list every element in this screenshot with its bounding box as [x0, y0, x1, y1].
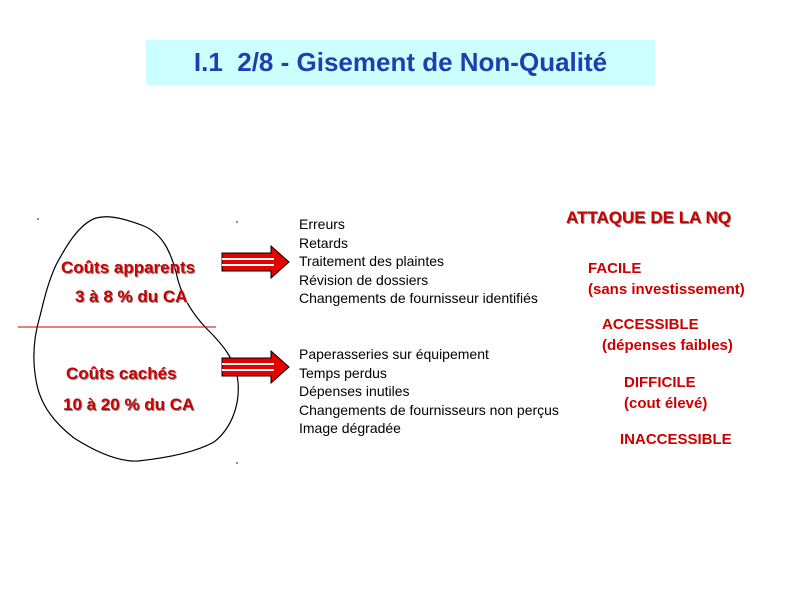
list-item: Changements de fournisseurs non perçus	[299, 401, 559, 418]
apparent-costs-label: Coûts apparents	[61, 258, 196, 277]
attack-level-detail: (cout élevé)	[624, 394, 708, 412]
list-item: Dépenses inutiles	[299, 383, 410, 400]
attack-level-name: ACCESSIBLE	[602, 316, 699, 333]
list-item: Changements de fournisseur identifiés	[299, 290, 538, 307]
list-item: Image dégradée	[299, 420, 401, 437]
attack-level-inaccessible	[620, 430, 732, 451]
attack-level-detail: (sans investissement)	[588, 280, 745, 298]
list-item: Traitement des plaintes	[299, 253, 444, 270]
arrow-apparent	[222, 246, 289, 278]
apparent-costs-share: 3 à 8 % du CA	[75, 287, 188, 306]
list-item: Erreurs	[299, 216, 345, 232]
hidden-costs-share: 10 à 20 % du CA	[63, 395, 195, 414]
attack-level-accessible	[602, 315, 733, 356]
attack-heading: ATTAQUE DE LA NQ	[566, 208, 731, 227]
attack-level-name: FACILE	[588, 260, 642, 277]
attack-level-name: INACCESSIBLE	[620, 431, 732, 448]
list-item: Retards	[299, 234, 349, 251]
iceberg-outline	[34, 217, 238, 461]
attack-level-easy	[588, 259, 745, 300]
arrow-hidden	[222, 351, 289, 383]
attack-level-detail: (dépenses faibles)	[602, 336, 733, 354]
list-item: Révision de dossiers	[299, 271, 429, 288]
attack-level-difficult	[624, 373, 707, 414]
apparent-costs-list	[299, 215, 538, 308]
hidden-costs-label: Coûts cachés	[66, 364, 177, 383]
attack-level-name: DIFFICILE	[624, 374, 696, 391]
list-item: Paperasseries sur équipement	[299, 346, 489, 362]
list-item: Temps perdus	[299, 364, 387, 381]
page-title: I.1 2/8 - Gisement de Non-Qualité	[146, 40, 655, 85]
hidden-costs-list	[299, 345, 559, 438]
